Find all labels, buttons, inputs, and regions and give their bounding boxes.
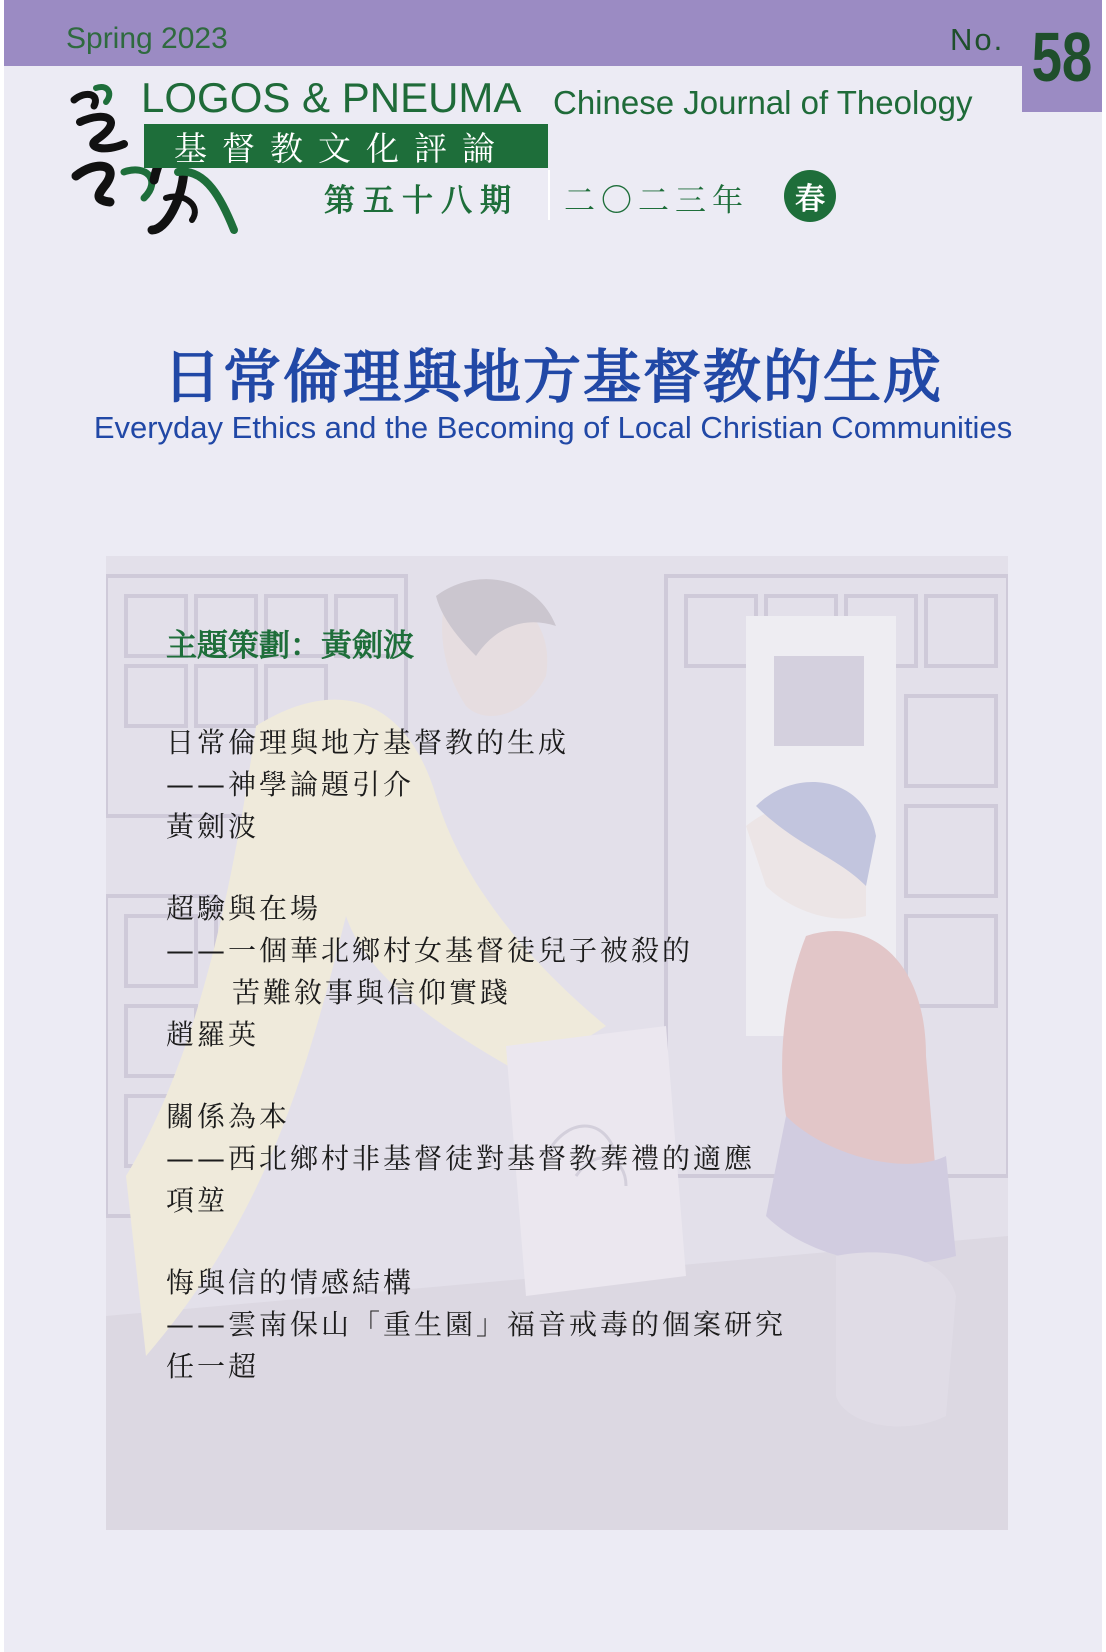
article-entry bbox=[166, 722, 786, 848]
article-subtitle: ——神學論題引介 bbox=[166, 768, 415, 801]
season-label: Spring 2023 bbox=[66, 22, 228, 55]
year-chinese: 二〇二三年 bbox=[564, 183, 749, 219]
article-author: 黃劍波 bbox=[166, 810, 260, 843]
article-title: 日常倫理與地方基督教的生成 bbox=[166, 726, 570, 759]
issue-number-box bbox=[1022, 0, 1102, 112]
article-author: 項堃 bbox=[166, 1184, 229, 1217]
article-subtitle: ——西北鄉村非基督徒對基督教葬禮的適應 bbox=[166, 1142, 756, 1175]
theme-title-chinese: 日常倫理與地方基督教的生成 bbox=[162, 343, 943, 411]
article-author: 趙羅英 bbox=[166, 1018, 260, 1051]
issue-chinese: 第五十八期 bbox=[324, 183, 519, 219]
article-subtitle-continued: 苦難敘事與信仰實踐 bbox=[232, 976, 512, 1009]
journal-english-subtitle: Chinese Journal of Theology bbox=[553, 84, 973, 121]
season-badge: 春 bbox=[784, 170, 836, 222]
article-subtitle: ——一個華北鄉村女基督徒兒子被殺的 bbox=[166, 934, 694, 967]
article-entry bbox=[166, 888, 786, 1056]
article-title: 超驗與在場 bbox=[166, 892, 322, 925]
issue-label: No. bbox=[950, 22, 1005, 57]
journal-english-title: LOGOS & PNEUMA bbox=[141, 74, 522, 121]
article-author: 任一超 bbox=[166, 1350, 260, 1383]
top-banner bbox=[4, 0, 1102, 66]
journal-chinese-title: 基督教文化評論 bbox=[174, 128, 510, 168]
table-of-contents bbox=[166, 722, 786, 1428]
article-entry bbox=[166, 1096, 786, 1222]
article-title: 關係為本 bbox=[166, 1100, 291, 1133]
article-subtitle: ——雲南保山「重生園」福音戒毒的個案研究 bbox=[166, 1308, 787, 1341]
theme-planner: 主題策劃：黃劍波 bbox=[166, 628, 414, 664]
journal-chinese-title-band bbox=[144, 124, 548, 168]
theme-title-english: Everyday Ethics and the Becoming of Local Christian Communities bbox=[93, 410, 1013, 445]
article-title: 悔與信的情感結構 bbox=[166, 1266, 415, 1299]
article-entry bbox=[166, 1262, 786, 1388]
issue-number: 58 bbox=[1031, 18, 1093, 96]
header-divider bbox=[548, 170, 550, 220]
